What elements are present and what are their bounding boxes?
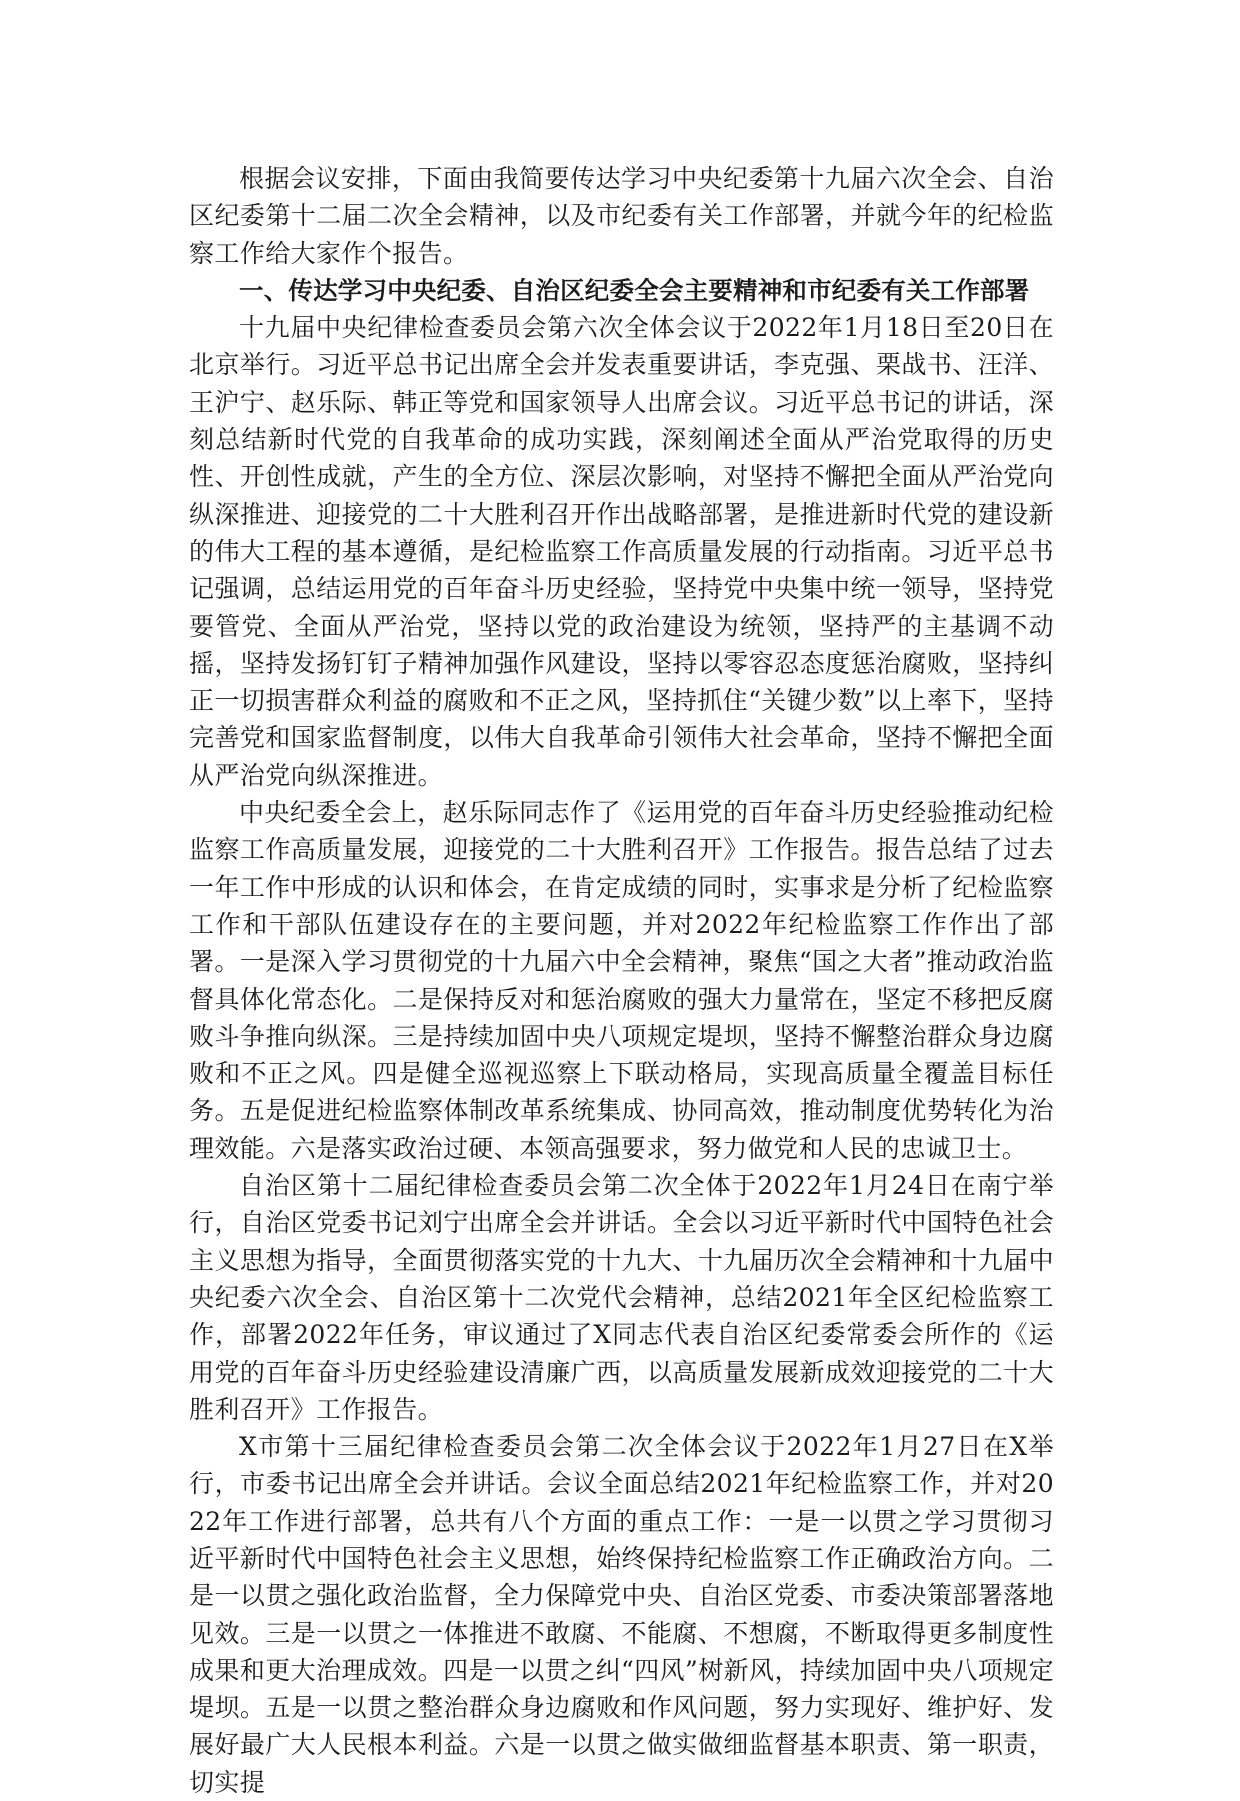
section-heading-1: 一、传达学习中央纪委、自治区纪委全会主要精神和市纪委有关工作部署	[239, 275, 1030, 305]
paragraph-autonomous-region-plenary: 自治区第十二届纪律检查委员会第二次全体于2022年1月24日在南宁举行，自治区党委书记刘宁出席全会并讲话。全会以习近平新时代中国特色社会主义思想为指导，全面贯彻落实党的十九大、十九届历次全会精神和十九届中央纪委六次全会、自治区第十二次党代会精神，总结2021年全区纪检监察工作，部署2022年任务，审议通过了X同志代表自治区纪委常委会所作的《运用党的百年奋斗历史经验建设清廉广西，以高质量发展新成效迎接党的二十大胜利召开》工作报告。	[189, 1171, 1054, 1424]
paragraph-work-report: 中央纪委全会上，赵乐际同志作了《运用党的百年奋斗历史经验推动纪检监察工作高质量发展，迎接党的二十大胜利召开》工作报告。报告总结了过去一年工作中形成的认识和体会，在肯定成绩的同时，实事求是分析了纪检监察工作和干部队伍建设存在的主要问题，并对2022年纪检监察工作作出了部署。一是深入学习贯彻党的十九届六中全会精神，聚焦“国之大者”推动政治监督具体化常态化。二是保持反对和惩治腐败的强大力量常在，坚定不移把反腐败斗争推向纵深。三是持续加固中央八项规定堤坝，坚持不懈整治群众身边腐败和不正之风。四是健全巡视巡察上下联动格局，实现高质量全覆盖目标任务。五是促进纪检监察体制改革系统集成、协同高效，推动制度优势转化为治理效能。六是落实政治过硬、本领高强要求，努力做党和人民的忠诚卫士。	[189, 798, 1054, 1163]
paragraph-city-plenary: X市第十三届纪律检查委员会第二次全体会议于2022年1月27日在X举行，市委书记出席全会并讲话。会议全面总结2021年纪检监察工作，并对2022年工作进行部署，总共有八个方面的重点工作：一是一以贯之学习贯彻习近平新时代中国特色社会主义思想，始终保持纪检监察工作正确政治方向。二是一以贯之强化政治监督，全力保障党中央、自治区党委、市委决策部署落地见效。三是一以贯之一体推进不敢腐、不能腐、不想腐，不断取得更多制度性成果和更大治理成效。四是一以贯之纠“四风”树新风，持续加固中央八项规定堤坝。五是一以贯之整治群众身边腐败和作风问题，努力实现好、维护好、发展好最广大人民根本利益。六是一以贯之做实做细监督基本职责、第一职责，切实提	[189, 1432, 1054, 1797]
intro-paragraph: 根据会议安排，下面由我简要传达学习中央纪委第十九届六次全会、自治区纪委第十二届二次全会精神，以及市纪委有关工作部署，并就今年的纪检监察工作给大家作个报告。	[189, 164, 1054, 268]
document-body	[189, 160, 1054, 1801]
paragraph-central-plenary: 十九届中央纪律检查委员会第六次全体会议于2022年1月18日至20日在北京举行。习近平总书记出席全会并发表重要讲话，李克强、栗战书、汪洋、王沪宁、赵乐际、韩正等党和国家领导人出席会议。习近平总书记的讲话，深刻总结新时代党的自我革命的成功实践，深刻阐述全面从严治党取得的历史性、开创性成就，产生的全方位、深层次影响，对坚持不懈把全面从严治党向纵深推进、迎接党的二十大胜利召开作出战略部署，是推进新时代党的建设新的伟大工程的基本遵循，是纪检监察工作高质量发展的行动指南。习近平总书记强调，总结运用党的百年奋斗历史经验，坚持党中央集中统一领导，坚持党要管党、全面从严治党，坚持以党的政治建设为统领，坚持严的主基调不动摇，坚持发扬钉钉子精神加强作风建设，坚持以零容忍态度惩治腐败，坚持纠正一切损害群众利益的腐败和不正之风，坚持抓住“关键少数”以上率下，坚持完善党和国家监督制度，以伟大自我革命引领伟大社会革命，坚持不懈把全面从严治党向纵深推进。	[189, 313, 1054, 790]
